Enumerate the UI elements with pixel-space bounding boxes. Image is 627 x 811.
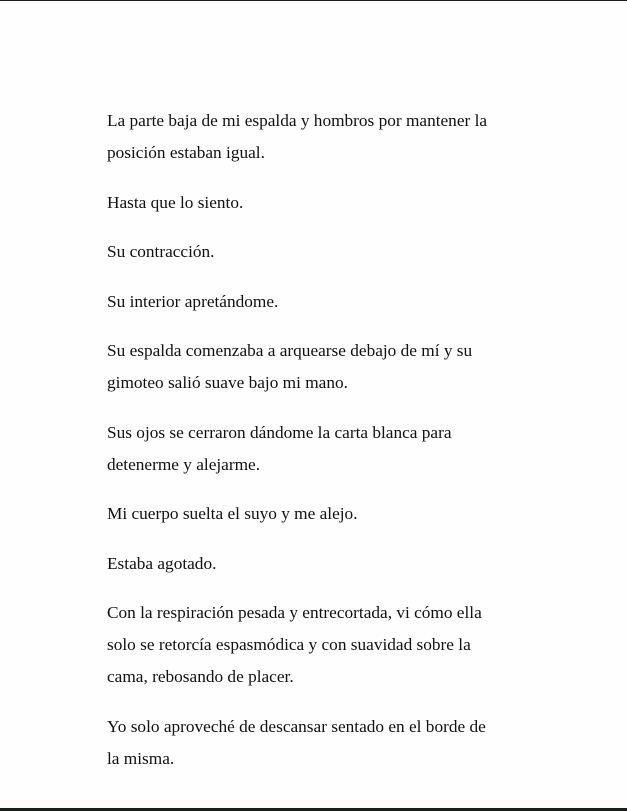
paragraph [107, 498, 517, 530]
paragraph [107, 105, 517, 169]
text-line: la misma. [107, 748, 175, 768]
text-line: cama, rebosando de placer. [107, 667, 294, 686]
text-line: Sus ojos se cerraron dándome la carta blanca para [107, 422, 452, 442]
text-line: Su interior apretándome. [107, 291, 279, 311]
paragraph [107, 548, 517, 580]
paragraph [107, 417, 517, 481]
text-line: Mi cuerpo suelta el suyo y me alejo. [107, 504, 358, 523]
paragraph [107, 711, 517, 775]
text-line: Yo solo aproveché de descansar sentado en el borde de [107, 716, 486, 736]
text-line: Su espalda comenzaba a arquearse debajo de mí y su [107, 341, 473, 360]
paragraph [107, 286, 517, 318]
text-line: Estaba agotado. [107, 553, 217, 573]
text-line: Con la respiración pesada y entrecortada, vi cómo ella [107, 603, 482, 622]
paragraph [107, 187, 517, 219]
paragraph [107, 236, 517, 268]
text-line: solo se retorcía espasmódica y con suavidad sobre la [107, 635, 471, 654]
top-edge-divider [0, 0, 627, 1]
text-line: Su contracción. [107, 242, 215, 261]
paragraph [107, 335, 517, 399]
text-line: Hasta que lo siento. [107, 192, 244, 212]
paragraph [107, 597, 517, 693]
document-page [107, 105, 517, 792]
text-line: La parte baja de mi espalda y hombros por mantener la [107, 111, 488, 130]
text-line: gimoteo salió suave bajo mi mano. [107, 373, 348, 392]
text-line: detenerme y alejarme. [107, 454, 261, 474]
text-line: posición estaban igual. [107, 143, 265, 162]
